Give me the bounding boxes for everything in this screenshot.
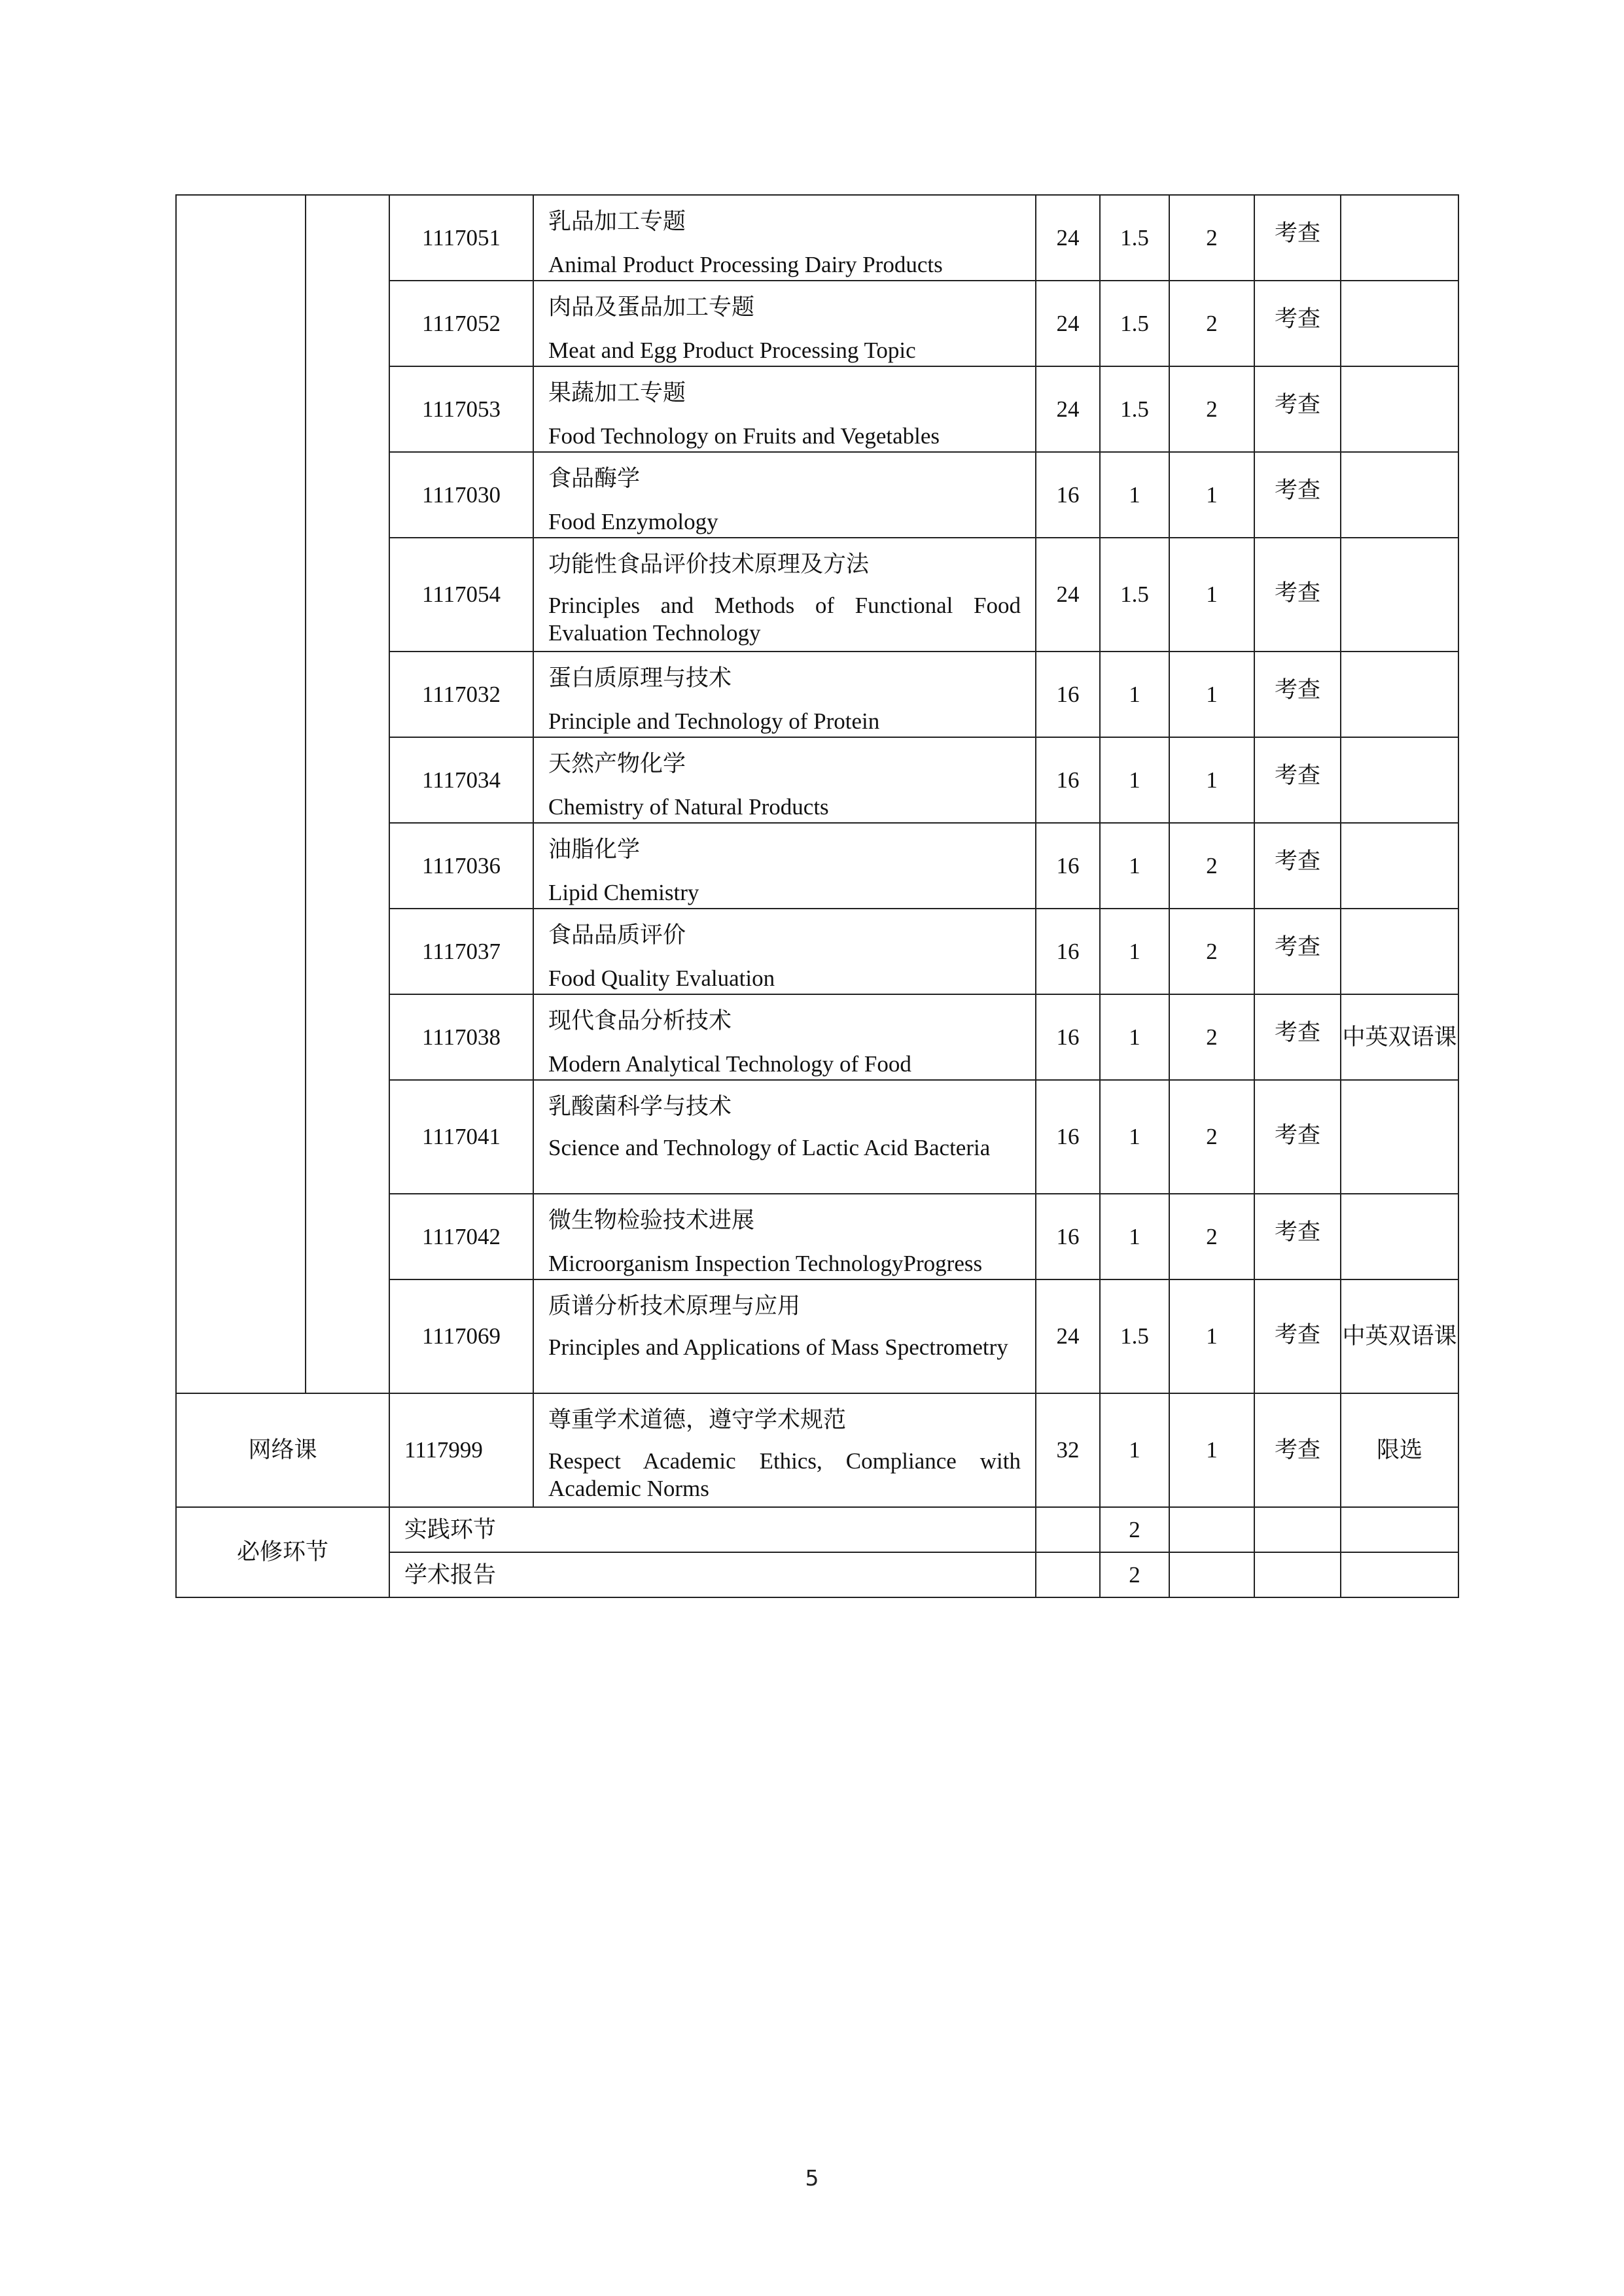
- course-exam-type: 考查: [1254, 823, 1341, 909]
- course-exam-type: 考查: [1254, 737, 1341, 823]
- course-semester: 2: [1169, 1194, 1254, 1279]
- course-note: [1341, 195, 1458, 281]
- course-note: [1341, 281, 1458, 366]
- required-item-note: [1341, 1552, 1458, 1597]
- course-code: 1117038: [389, 994, 533, 1080]
- course-semester: 1: [1169, 1279, 1254, 1393]
- course-code: 1117036: [389, 823, 533, 909]
- required-item-name: 实践环节: [389, 1507, 1036, 1552]
- course-exam-type: 考查: [1254, 452, 1341, 538]
- course-name-zh: 质谱分析技术原理与应用: [548, 1293, 801, 1319]
- course-name-zh: 果蔬加工专题: [548, 380, 686, 406]
- course-name-cell: [533, 823, 1036, 909]
- course-code: 1117034: [389, 737, 533, 823]
- course-name-en: Modern Analytical Technology of Food: [548, 1051, 911, 1077]
- course-credits: 1.5: [1100, 538, 1169, 652]
- course-name-cell: [533, 737, 1036, 823]
- course-name-en: Food Quality Evaluation: [548, 965, 775, 991]
- course-exam-type: 考查: [1254, 538, 1341, 652]
- course-code: 1117041: [389, 1080, 533, 1194]
- course-credits: 1: [1100, 1080, 1169, 1194]
- course-name-en: Principles and Applications of Mass Spectrometry: [548, 1334, 1008, 1360]
- course-name-cell: [533, 1279, 1036, 1393]
- course-semester: 1: [1169, 652, 1254, 737]
- course-name-en: Lipid Chemistry: [548, 880, 699, 905]
- course-credits: 1.5: [1100, 195, 1169, 281]
- course-name-en: Animal Product Processing Dairy Products: [548, 252, 943, 277]
- course-code: 1117054: [389, 538, 533, 652]
- course-semester: 1: [1169, 1393, 1254, 1507]
- course-semester: 2: [1169, 909, 1254, 994]
- course-name-cell: [533, 281, 1036, 366]
- course-name-en: Meat and Egg Product Processing Topic: [548, 338, 916, 363]
- course-credits: 1.5: [1100, 1279, 1169, 1393]
- course-note: [1341, 823, 1458, 909]
- course-note: 中英双语课: [1341, 994, 1458, 1080]
- course-hours: 16: [1036, 737, 1100, 823]
- course-name-cell: [533, 1080, 1036, 1194]
- course-name-cell: [533, 1194, 1036, 1279]
- required-item-exam: [1254, 1507, 1341, 1552]
- course-name-en: Food Enzymology: [548, 509, 718, 534]
- course-exam-type: 考查: [1254, 366, 1341, 452]
- course-code: 1117030: [389, 452, 533, 538]
- course-hours: 16: [1036, 452, 1100, 538]
- required-item-credits: 2: [1100, 1507, 1169, 1552]
- course-name-cell: [533, 195, 1036, 281]
- course-name-zh: 食品酶学: [548, 466, 641, 491]
- course-credits: 1.5: [1100, 281, 1169, 366]
- course-semester: 2: [1169, 823, 1254, 909]
- course-credits: 1: [1100, 994, 1169, 1080]
- required-item-exam: [1254, 1552, 1341, 1597]
- course-semester: 2: [1169, 366, 1254, 452]
- course-note: [1341, 1080, 1458, 1194]
- required-item-hours: [1036, 1552, 1100, 1597]
- course-exam-type: 考查: [1254, 281, 1341, 366]
- course-semester: 2: [1169, 994, 1254, 1080]
- course-hours: 24: [1036, 1279, 1100, 1393]
- course-exam-type: 考查: [1254, 195, 1341, 281]
- required-item-semester: [1169, 1552, 1254, 1597]
- course-note: [1341, 652, 1458, 737]
- course-credits: 1: [1100, 452, 1169, 538]
- course-name-cell: [533, 652, 1036, 737]
- course-code: 1117069: [389, 1279, 533, 1393]
- course-exam-type: 考查: [1254, 1080, 1341, 1194]
- course-note: [1341, 737, 1458, 823]
- course-name-zh: 油脂化学: [548, 837, 641, 862]
- course-code: 1117999: [389, 1393, 533, 1507]
- course-exam-type: 考查: [1254, 1194, 1341, 1279]
- category-cell-online: 网络课: [176, 1393, 389, 1507]
- course-name-en: Food Technology on Fruits and Vegetables: [548, 423, 940, 449]
- course-exam-type: 考查: [1254, 1279, 1341, 1393]
- course-note: [1341, 1194, 1458, 1279]
- course-semester: 2: [1169, 281, 1254, 366]
- course-credits: 1: [1100, 652, 1169, 737]
- course-name-cell: [533, 909, 1036, 994]
- course-name-cell: [533, 452, 1036, 538]
- required-item-semester: [1169, 1507, 1254, 1552]
- course-name-en: Respect Academic Ethics, Compliance with Academic Norms: [548, 1448, 1021, 1501]
- required-item-hours: [1036, 1507, 1100, 1552]
- course-hours: 16: [1036, 823, 1100, 909]
- required-item-row: [176, 1507, 1458, 1552]
- course-name-en: Principle and Technology of Protein: [548, 708, 880, 734]
- course-name-en: Principles and Methods of Functional Food Evaluation Technology: [548, 593, 1021, 646]
- course-code: 1117042: [389, 1194, 533, 1279]
- course-semester: 2: [1169, 195, 1254, 281]
- course-note: [1341, 366, 1458, 452]
- course-name-zh: 蛋白质原理与技术: [548, 665, 732, 691]
- course-row: [176, 195, 1458, 281]
- course-hours: 16: [1036, 1194, 1100, 1279]
- course-name-zh: 乳品加工专题: [548, 209, 686, 234]
- course-table: [175, 194, 1459, 1598]
- course-note: [1341, 452, 1458, 538]
- course-hours: 32: [1036, 1393, 1100, 1507]
- course-exam-type: 考查: [1254, 1393, 1341, 1507]
- course-hours: 24: [1036, 281, 1100, 366]
- course-name-cell: [533, 994, 1036, 1080]
- course-hours: 24: [1036, 366, 1100, 452]
- course-name-zh: 尊重学术道德，遵守学术规范: [548, 1407, 847, 1433]
- category-cell-elective: [176, 195, 306, 1393]
- course-name-zh: 乳酸菌科学与技术: [548, 1094, 732, 1119]
- course-name-en: Chemistry of Natural Products: [548, 794, 829, 820]
- course-credits: 1: [1100, 737, 1169, 823]
- course-code: 1117037: [389, 909, 533, 994]
- course-hours: 16: [1036, 909, 1100, 994]
- category-cell-required: 必修环节: [176, 1507, 389, 1597]
- course-credits: 1: [1100, 823, 1169, 909]
- course-semester: 2: [1169, 1080, 1254, 1194]
- course-code: 1117052: [389, 281, 533, 366]
- course-name-zh: 微生物检验技术进展: [548, 1208, 755, 1233]
- course-hours: 16: [1036, 994, 1100, 1080]
- course-name-zh: 功能性食品评价技术原理及方法: [548, 551, 870, 577]
- course-name-cell: [533, 366, 1036, 452]
- course-name-zh: 肉品及蛋品加工专题: [548, 294, 755, 320]
- course-hours: 24: [1036, 195, 1100, 281]
- course-name-en: Science and Technology of Lactic Acid Bacteria: [548, 1135, 991, 1160]
- subcategory-cell-elective: [306, 195, 389, 1393]
- course-credits: 1: [1100, 1194, 1169, 1279]
- course-name-zh: 食品品质评价: [548, 922, 686, 948]
- course-name-zh: 天然产物化学: [548, 751, 686, 776]
- course-name-zh: 现代食品分析技术: [548, 1008, 732, 1034]
- course-credits: 1.5: [1100, 366, 1169, 452]
- course-credits: 1: [1100, 1393, 1169, 1507]
- course-name-en: Microorganism Inspection TechnologyProgress: [548, 1251, 983, 1276]
- course-hours: 24: [1036, 538, 1100, 652]
- course-note: 限选: [1341, 1393, 1458, 1507]
- course-semester: 1: [1169, 538, 1254, 652]
- online-course-row: [176, 1393, 1458, 1507]
- page-number: 5: [805, 2165, 819, 2191]
- course-semester: 1: [1169, 737, 1254, 823]
- required-item-note: [1341, 1507, 1458, 1552]
- course-exam-type: 考查: [1254, 994, 1341, 1080]
- course-exam-type: 考查: [1254, 652, 1341, 737]
- course-name-cell: [533, 1393, 1036, 1507]
- course-hours: 16: [1036, 1080, 1100, 1194]
- course-note: [1341, 538, 1458, 652]
- required-item-name: 学术报告: [389, 1552, 1036, 1597]
- course-name-cell: [533, 538, 1036, 652]
- course-note: 中英双语课: [1341, 1279, 1458, 1393]
- course-code: 1117053: [389, 366, 533, 452]
- course-code: 1117032: [389, 652, 533, 737]
- course-semester: 1: [1169, 452, 1254, 538]
- course-code: 1117051: [389, 195, 533, 281]
- course-table-body: [176, 195, 1458, 1597]
- course-exam-type: 考查: [1254, 909, 1341, 994]
- course-note: [1341, 909, 1458, 994]
- course-hours: 16: [1036, 652, 1100, 737]
- course-credits: 1: [1100, 909, 1169, 994]
- required-item-credits: 2: [1100, 1552, 1169, 1597]
